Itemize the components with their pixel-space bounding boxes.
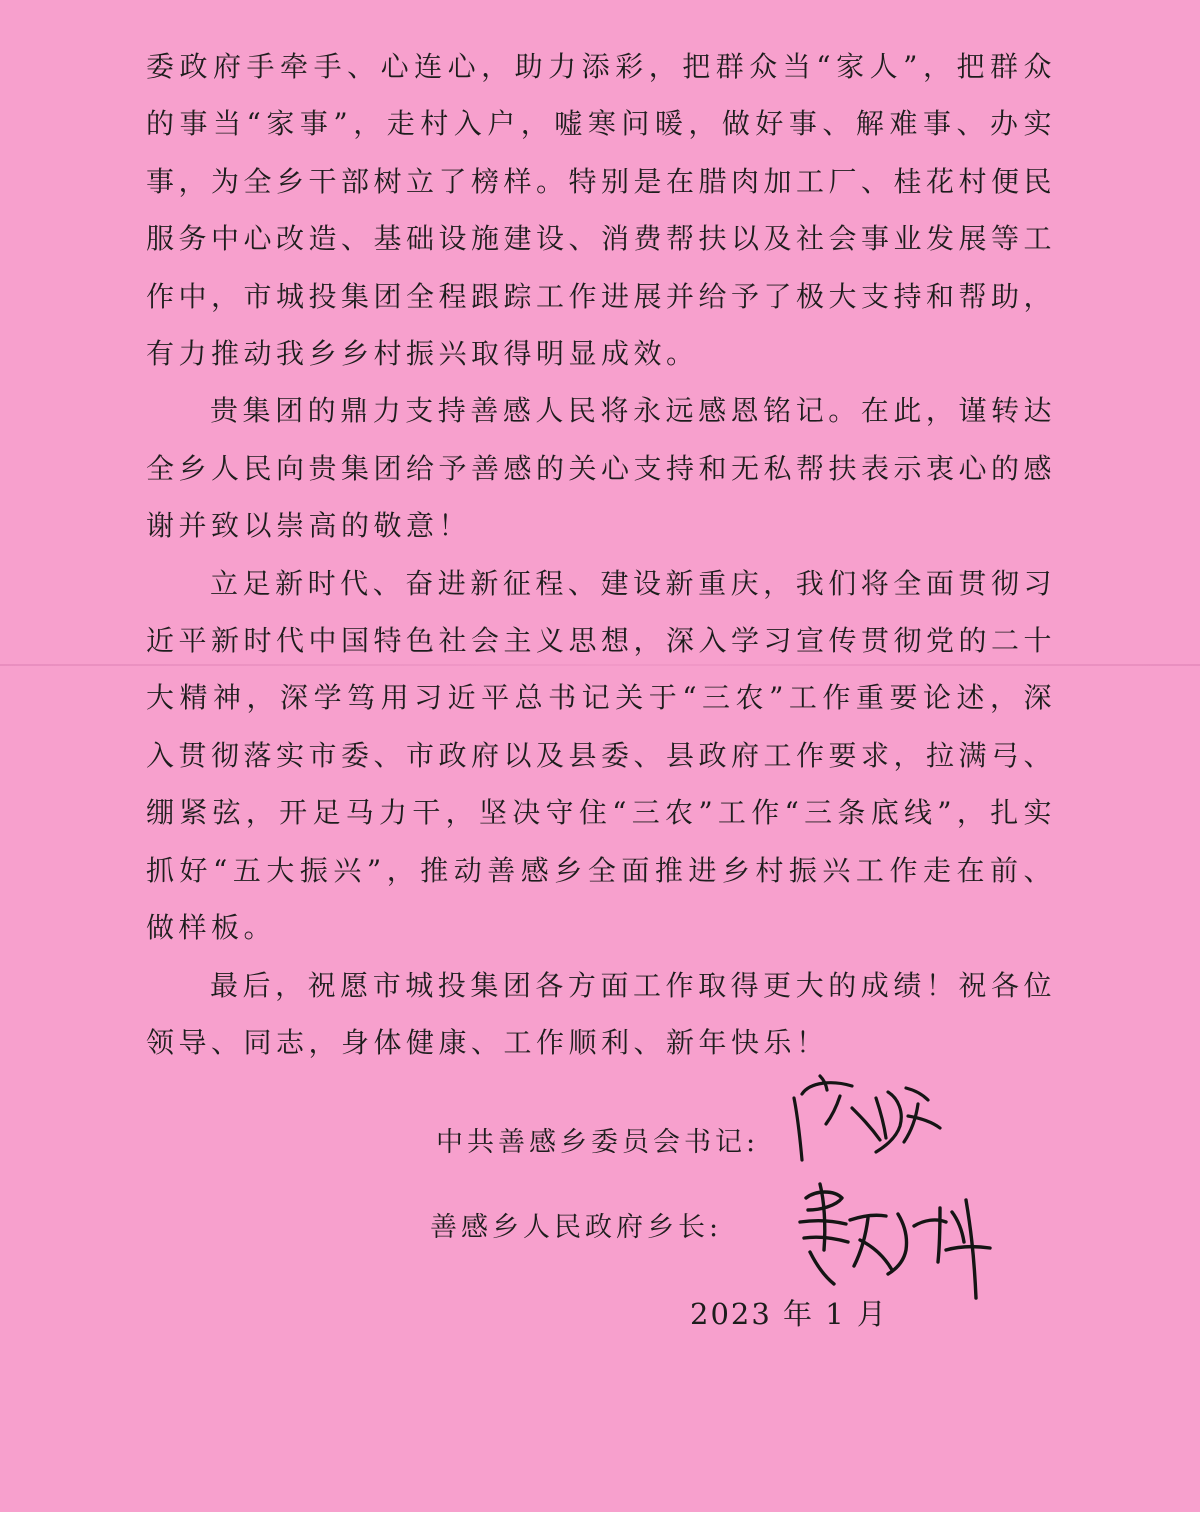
letter-date: 2023 年 1 月 <box>690 1297 888 1331</box>
secretary-title-label: 中共善感乡委员会书记: <box>436 1127 760 1158</box>
secretary-signature <box>780 1068 950 1168</box>
mayor-title-label: 善感乡人民政府乡长: <box>430 1212 723 1243</box>
letter-body <box>146 38 1056 1071</box>
paragraph-gratitude: 贵集团的鼎力支持善感人民将永远感恩铭记。在此，谨转达全乡人民向贵集团给予善感的关心支持和无私帮扶表示衷心的感谢并致以崇高的敬意！ <box>146 394 1057 543</box>
paragraph-closing-wishes: 最后，祝愿市城投集团各方面工作取得更大的成绩！祝各位领导、同志，身体健康、工作顺利、新年快乐！ <box>146 968 1056 1059</box>
paragraph-commitment: 立足新时代、奋进新征程、建设新重庆，我们将全面贯彻习近平新时代中国特色社会主义思想，深入学习宣传贯彻党的二十大精神，深学笃用习近平总书记关于“三农”工作重要论述，深入贯彻落实市委、市政府以及县委、县政府工作要求，拉满弓、绷紧弦，开足马力干，坚决守住“三农”工作“三条底线”，扎实抓好“五大振兴”，推动善感乡全面推进乡村振兴工作走在前、做样板。 <box>146 566 1057 945</box>
mayor-signature <box>790 1180 1000 1310</box>
paragraph-continuation: 委政府手牵手、心连心，助力添彩，把群众当“家人”，把群众的事当“家事”，走村入户，嘘寒问暖，做好事、解难事、办实事，为全乡干部树立了榜样。特别是在腊肉加工厂、桂花村便民服务中心改造、基础设施建设、消费帮扶以及社会事业发展等工作中，市城投集团全程跟踪工作进展并给予了极大支持和帮助，有力推动我乡乡村振兴取得明显成效。 <box>146 50 1057 371</box>
